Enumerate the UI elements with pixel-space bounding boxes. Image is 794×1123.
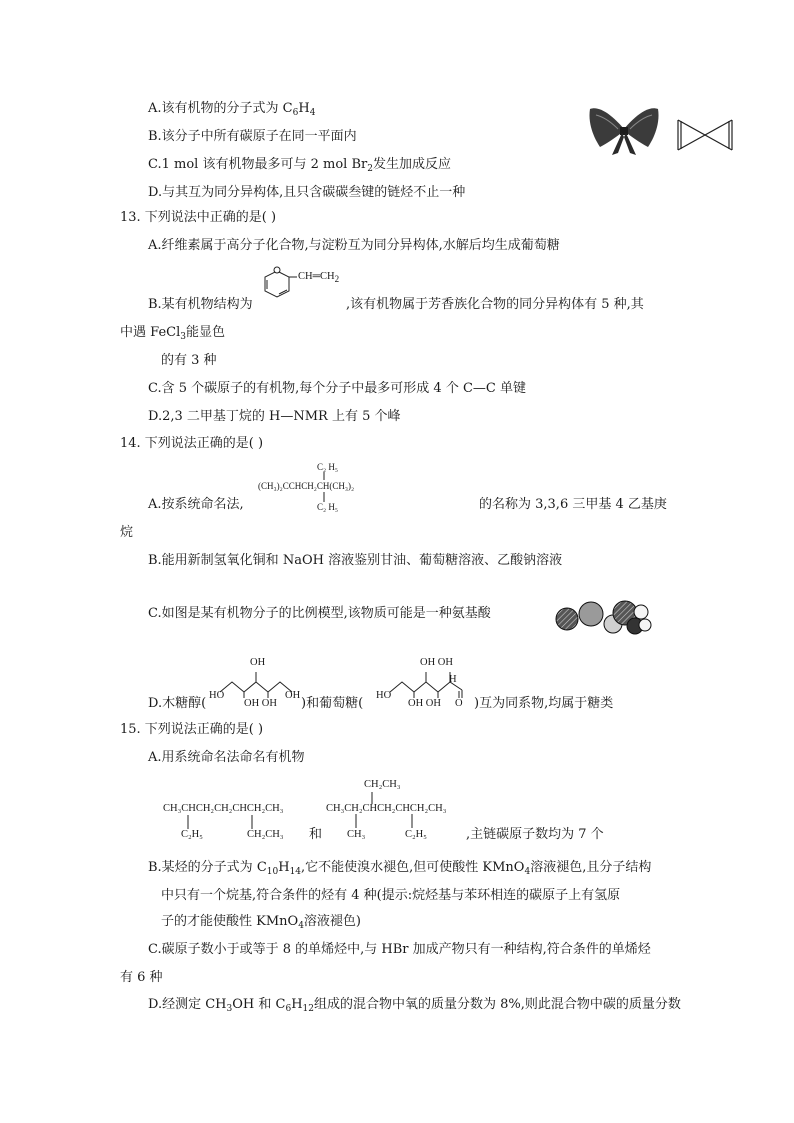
q12-a-text: A.该有机物的分子式为 C xyxy=(148,101,293,116)
q13-option-a: A.纤维素属于高分子化合物,与淀粉互为同分异构体,水解后均生成葡萄糖 xyxy=(148,238,560,253)
q14-option-b: B.能用新制氢氧化铜和 NaOH 溶液鉴别甘油、葡萄糖溶液、乙酸钠溶液 xyxy=(148,553,563,568)
q14-glucose-ho: HO xyxy=(376,690,392,701)
q15-d-post: 组成的混合物中氧的质量分数为 8%,则此混合物中碳的质量分数 xyxy=(314,997,681,1012)
q14-glucose-o: O xyxy=(455,698,463,709)
q13-b-cont-post: 能显色 xyxy=(185,325,225,340)
q15-b-post: ,它不能使溴水褪色,但可使酸性 KMnO xyxy=(301,860,525,875)
q13-structure-sub: 2 xyxy=(334,274,340,284)
q15-option-b-cont: 中只有一个烷基,符合条件的烃有 4 种(提示:烷烃基与苯环相连的碳原子上有氢原 xyxy=(161,888,621,903)
q15-d-mid: OH 和 C xyxy=(232,997,286,1012)
q13-option-b xyxy=(148,297,253,313)
q15-mol1-main: CH₃CHCH₂CH₂CHCH₂CH₃ xyxy=(163,803,284,814)
q15-b-cont2-post: 溶液褪色) xyxy=(303,914,361,929)
q15-option-a-tail: ,主链碳原子数均为 7 个 xyxy=(466,827,604,842)
q14-struct-bottom: C₂ H₅ xyxy=(317,502,339,512)
q15-d-sub2: 6 xyxy=(285,1004,292,1014)
q14-stem: 14. 下列说法正确的是( ) xyxy=(120,436,264,451)
q15-d-mid2: H xyxy=(291,997,303,1012)
q15-b-pre: B.某烃的分子式为 C xyxy=(148,860,267,875)
q15-option-d xyxy=(148,997,681,1017)
q15-b-sub2: 14 xyxy=(289,867,302,877)
q15-option-a: A.用系统命名法命名有机物 xyxy=(148,750,305,765)
q13-stem: 13. 下列说法中正确的是( ) xyxy=(120,210,277,225)
q15-d-pre: D.经测定 CH xyxy=(148,997,227,1012)
q14-xylitol-ohoh: OH OH xyxy=(244,698,277,709)
q12-option-b: B.该分子中所有碳原子在同一平面内 xyxy=(148,129,357,144)
q12-a-sub2: 4 xyxy=(309,108,316,118)
q13-b-cont-text: 中遇 FeCl xyxy=(120,325,181,340)
q15-b-mid1: H xyxy=(278,860,290,875)
q13-b-cont-sub: 3 xyxy=(180,332,186,342)
q15-b-cont2-sub: 4 xyxy=(298,921,304,931)
q12-option-a xyxy=(148,101,315,121)
q13-b-pre: B.某有机物结构为 xyxy=(148,297,253,312)
q13-option-b-cont xyxy=(120,325,225,345)
q15-b-sub1: 10 xyxy=(266,867,279,877)
q15-b-cont2-pre: 子的才能使酸性 KMnO xyxy=(161,914,299,929)
q14-struct-bonds xyxy=(320,470,328,504)
q14-glucose-ohoh-top: OH OH xyxy=(420,657,453,668)
q14-option-d-mid: )和葡萄糖( xyxy=(301,696,364,711)
q15-stem: 15. 下列说法正确的是( ) xyxy=(120,722,264,737)
q15-mol2-branch2: C₂H₅ xyxy=(405,829,427,840)
q14-molecule-model-image xyxy=(553,596,657,636)
q15-b-sub3: 4 xyxy=(524,867,531,877)
q15-mol1-branch2: CH₂CH₃ xyxy=(247,829,284,840)
q14-option-d-post: )互为同系物,均属于糖类 xyxy=(474,696,614,711)
q14-option-a: A.按系统命名法, xyxy=(148,497,244,512)
q12-option-d: D.与其互为同分异构体,且只含碳碳叁键的链烃不止一种 xyxy=(148,185,466,200)
q13-structure-text: CH═CH xyxy=(298,271,335,282)
q14-xylitol-oh-right: OH xyxy=(285,690,301,701)
q14-option-c: C.如图是某有机物分子的比例模型,该物质可能是一种氨基酸 xyxy=(148,606,491,621)
q14-xylitol-oh-top: OH xyxy=(250,657,266,668)
q15-option-c-cont: 有 6 种 xyxy=(120,970,163,985)
bowtie-skeletal-structure xyxy=(676,118,734,152)
q15-mol2-bonds xyxy=(320,790,460,830)
q15-b-post2: 溶液褪色,且分子结构 xyxy=(530,860,652,875)
q15-and: 和 xyxy=(309,827,323,842)
q13-option-b-cont2: 的有 3 种 xyxy=(161,353,217,368)
q15-option-b xyxy=(148,860,651,880)
q12-c-text: C.1 mol 该有机物最多可与 2 mol Br xyxy=(148,157,368,172)
q15-d-sub3: 12 xyxy=(302,1004,314,1014)
q15-mol2-top: CH₂CH₃ xyxy=(364,779,401,790)
q13-option-d: D.2,3 二甲基丁烷的 H—NMR 上有 5 个峰 xyxy=(148,409,401,424)
q13-option-b-post: ,该有机物属于芳香族化合物的同分异构体有 5 种,其 xyxy=(346,297,644,312)
q15-mol1-bonds xyxy=(160,814,300,830)
q14-option-a-post: 的名称为 3,3,6 三甲基 4 乙基庚 xyxy=(479,497,667,512)
q13-structure-label xyxy=(298,271,339,285)
q12-option-c xyxy=(148,157,451,177)
q15-d-sub1: 3 xyxy=(226,1004,233,1014)
q15-option-b-cont2 xyxy=(161,914,361,934)
q12-c-post: 发生加成反应 xyxy=(372,157,451,172)
q14-struct-top: C₂ H₅ xyxy=(317,462,339,472)
q15-mol2-branch1: CH₃ xyxy=(347,829,366,840)
q14-option-d: D.木糖醇( xyxy=(148,696,207,711)
q15-option-c: C.碳原子数小于或等于 8 的单烯烃中,与 HBr 加成产物只有一种结构,符合条件的单烯烃 xyxy=(148,942,651,957)
q14-xylitol-ho: HO xyxy=(209,690,225,701)
q14-glucose-h: H xyxy=(449,674,457,685)
q13-option-c: C.含 5 个碳原子的有机物,每个分子中最多可形成 4 个 C—C 单键 xyxy=(148,381,526,396)
q14-glucose-ohoh: OH OH xyxy=(408,698,441,709)
q12-a-sub1: 6 xyxy=(292,108,299,118)
q12-a-mid: H xyxy=(298,101,310,116)
q15-mol1-branch1: C₂H₅ xyxy=(181,829,203,840)
bowtie-model-image xyxy=(586,103,662,159)
q14-option-a-cont: 烷 xyxy=(120,525,134,540)
q15-mol2-main: CH₃CH₂CHCH₂CHCH₂CH₃ xyxy=(326,803,447,814)
q12-c-sub: 2 xyxy=(367,164,373,174)
q14-struct-main: (CH₃)₂CCHCH₂CH(CH₃)₂ xyxy=(258,481,355,491)
